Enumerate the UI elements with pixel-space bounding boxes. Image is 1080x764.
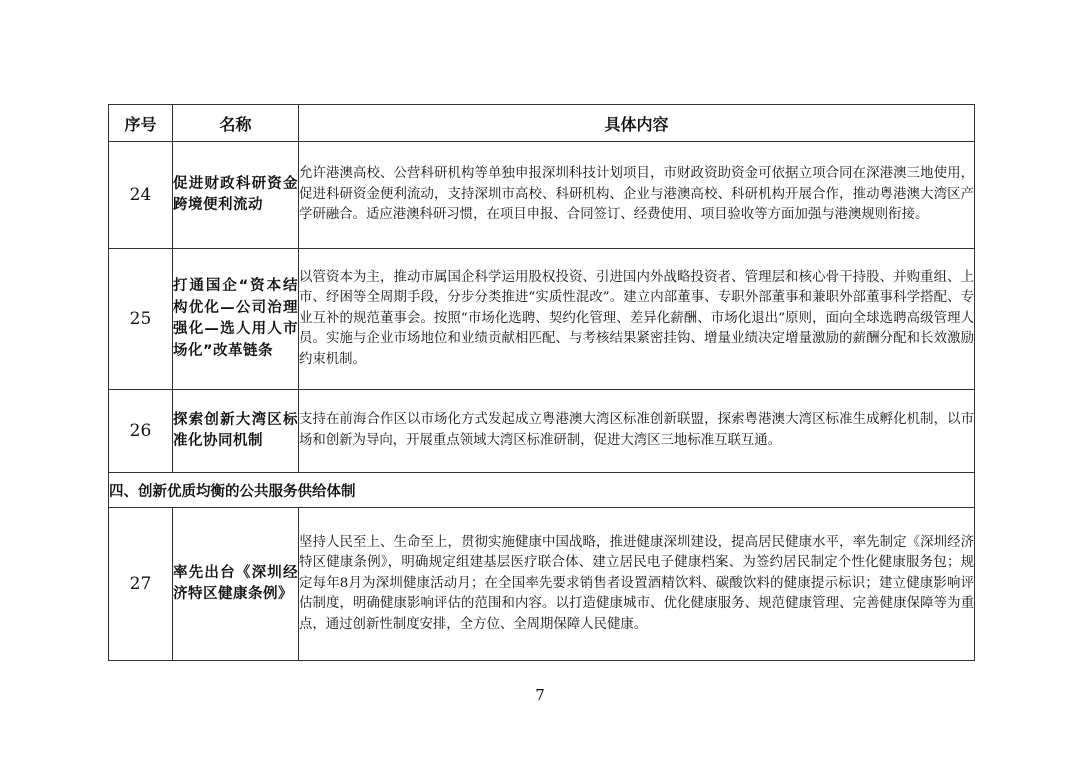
header-serial: 序号 (109, 105, 173, 142)
policy-table (108, 104, 975, 661)
row-name: 率先出台《深圳经济特区健康条例》 (173, 508, 299, 661)
row-content: 坚持人民至上、生命至上，贯彻实施健康中国战略，推进健康深圳建设，提高居民健康水平，率先制定《深圳经济特区健康条例》，明确规定组建基层医疗联合体、建立居民电子健康档案、为签约居民制定个性化健康服务包；规定每年8月为深圳健康活动月；在全国率先要求销售者设置酒精饮料、碳酸饮料的健康提示标识；建立健康影响评估制度，明确健康影响评估的范围和内容。以打造健康城市、优化健康服务、规范健康管理、完善健康保障等为重点，通过创新性制度安排，全方位、全周期保障人民健康。 (299, 508, 975, 661)
table-row (109, 390, 975, 473)
page-number: 7 (535, 686, 545, 704)
row-number: 25 (109, 249, 173, 390)
table-row (109, 142, 975, 249)
row-content: 以管资本为主，推动市属国企科学运用股权投资、引进国内外战略投资者、管理层和核心骨干持股、并购重组、上市、纾困等全周期手段，分步分类推进“实质性混改”。建立内部董事、专职外部董事和兼职外部董事科学搭配、专业互补的规范董事会。按照“市场化选聘、契约化管理、差异化薪酬、市场化退出”原则，面向全球选聘高级管理人员。实施与企业市场地位和业绩贡献相匹配、与考核结果紧密挂钩、增量业绩决定增量激励的薪酬分配和长效激励约束机制。 (299, 249, 975, 390)
row-content: 允许港澳高校、公营科研机构等单独申报深圳科技计划项目，市财政资助资金可依据立项合同在深港澳三地使用，促进科研资金便利流动，支持深圳市高校、科研机构、企业与港澳高校、科研机构开展合作，推动粤港澳大湾区产学研融合。适应港澳科研习惯，在项目申报、合同签订、经费使用、项目验收等方面加强与港澳规则衔接。 (299, 142, 975, 249)
row-name: 促进财政科研资金跨境便利流动 (173, 142, 299, 249)
section-row (109, 473, 975, 508)
row-name: 探索创新大湾区标准化协同机制 (173, 390, 299, 473)
table-header-row (109, 105, 975, 142)
row-number: 27 (109, 508, 173, 661)
table-row (109, 508, 975, 661)
header-content: 具体内容 (299, 105, 975, 142)
row-number: 24 (109, 142, 173, 249)
section-title: 四、创新优质均衡的公共服务供给体制 (109, 473, 975, 508)
row-name: 打通国企“资本结构优化—公司治理强化—选人用人市场化”改革链条 (173, 249, 299, 390)
row-content: 支持在前海合作区以市场化方式发起成立粤港澳大湾区标准创新联盟，探索粤港澳大湾区标准生成孵化机制，以市场和创新为导向，开展重点领域大湾区标准研制，促进大湾区三地标准互联互通。 (299, 390, 975, 473)
header-name: 名称 (173, 105, 299, 142)
row-number: 26 (109, 390, 173, 473)
table-row (109, 249, 975, 390)
